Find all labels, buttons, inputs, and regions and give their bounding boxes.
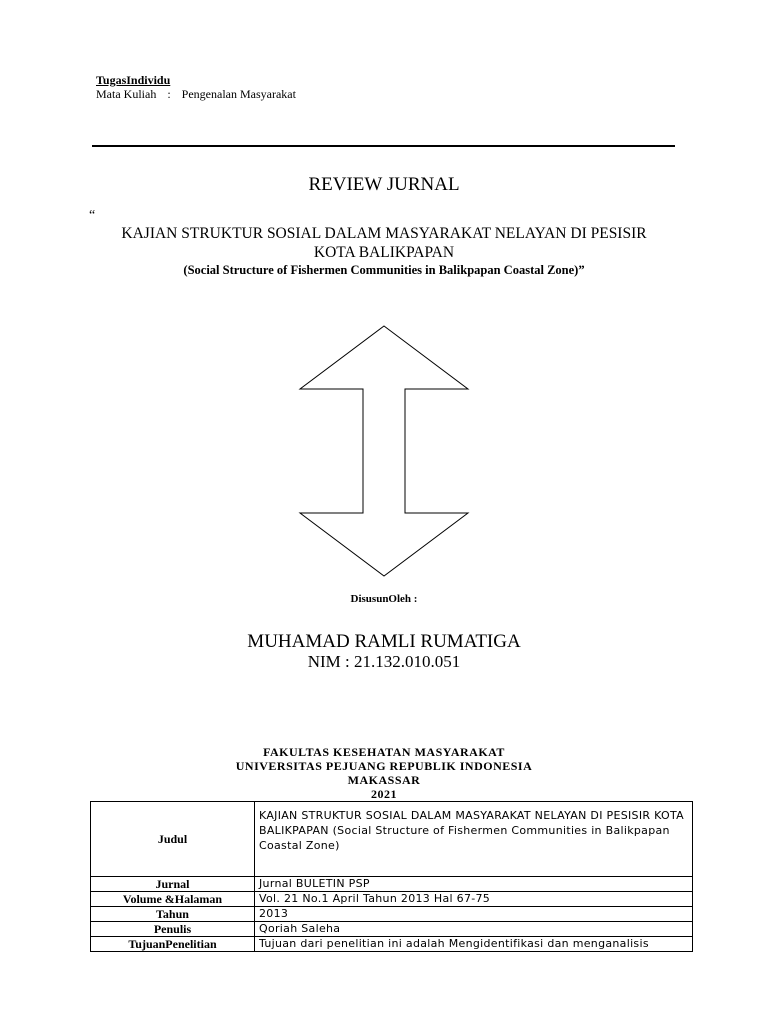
compiled-by-label: DisusunOleh : (350, 593, 418, 605)
row-key: Jurnal (91, 877, 255, 892)
university-name: UNIVERSITAS PEJUANG REPUBLIK INDONESIA (235, 759, 533, 773)
table-row (91, 802, 693, 877)
course-separator: : (167, 87, 171, 101)
course-line (96, 87, 296, 102)
row-key: TujuanPenelitian (91, 937, 255, 952)
opening-quote: “ (89, 208, 96, 223)
journal-title-english: (Social Structure of Fishermen Communities in Balikpapan Coastal Zone)” (183, 263, 585, 277)
row-key: Judul (91, 802, 255, 877)
row-value: KAJIAN STRUKTUR SOSIAL DALAM MASYARAKAT NELAYAN DI PESISIR KOTA BALIKPAPAN (Social Structure of Fishermen Communities in Balikpapan Coastal Zone) (255, 802, 693, 877)
row-key: Volume &Halaman (91, 892, 255, 907)
horizontal-rule (92, 145, 675, 147)
row-value: Jurnal BULETIN PSP (255, 877, 693, 892)
author-nim: NIM : 21.132.010.051 (307, 652, 461, 671)
table-row (91, 892, 693, 907)
task-type: TugasIndividu (96, 73, 171, 87)
row-value: Qoriah Saleha (255, 922, 693, 937)
table-row (91, 877, 693, 892)
row-value: 2013 (255, 907, 693, 922)
faculty-name: FAKULTAS KESEHATAN MASYARAKAT (263, 745, 505, 759)
table-row (91, 937, 693, 952)
journal-title-line-1: KAJIAN STRUKTUR SOSIAL DALAM MASYARAKAT NELAYAN DI PESISIR (121, 225, 647, 242)
journal-title-line-2: KOTA BALIKPAPAN (313, 244, 455, 261)
double-arrow-icon (298, 324, 470, 578)
author-name: MUHAMAD RAMLI RUMATIGA (247, 631, 521, 652)
city-name: MAKASSAR (347, 773, 421, 787)
course-value: Pengenalan Masyarakat (181, 87, 296, 101)
course-label: Mata Kuliah (96, 87, 157, 101)
journal-info-table (90, 801, 693, 952)
row-value: Vol. 21 No.1 April Tahun 2013 Hal 67-75 (255, 892, 693, 907)
row-key: Penulis (91, 922, 255, 937)
row-key: Tahun (91, 907, 255, 922)
table-row (91, 907, 693, 922)
table-row (91, 922, 693, 937)
page-title: REVIEW JURNAL (308, 174, 460, 195)
year: 2021 (371, 787, 397, 801)
row-value: Tujuan dari penelitian ini adalah Mengidentifikasi dan menganalisis (255, 937, 693, 952)
